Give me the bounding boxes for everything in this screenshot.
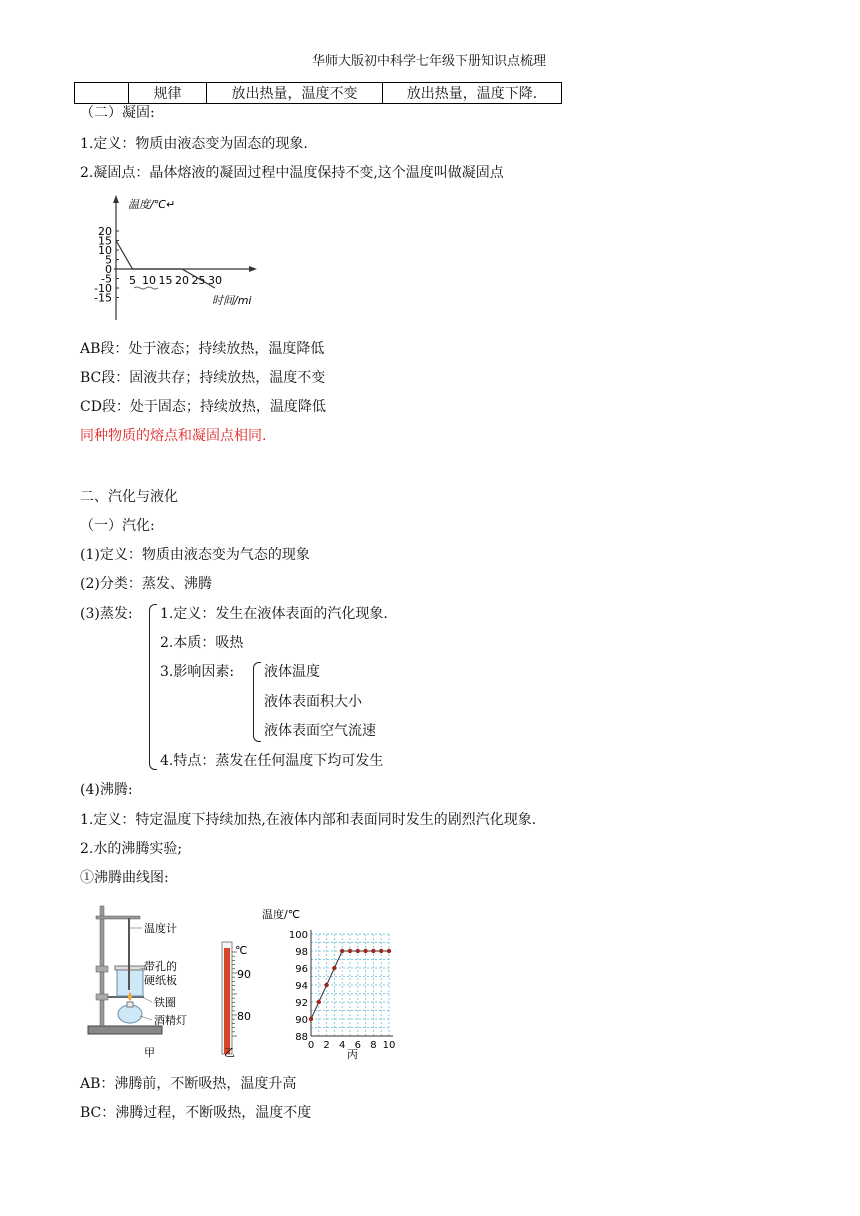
thermometer-tick: 80 — [237, 1010, 251, 1023]
boiling-ytick: 96 — [295, 964, 308, 975]
thermometer-drawing — [222, 942, 232, 1054]
graph1-xtick: 5 — [129, 274, 136, 287]
boiling-bc-text: BC：沸腾过程，不断吸热，温度不度 — [80, 1105, 312, 1121]
boiling-ytick: 88 — [295, 1032, 308, 1043]
boiling-ytick: 100 — [288, 930, 308, 941]
graph1-ytick: 15 — [98, 234, 112, 248]
boiling-point — [387, 949, 391, 953]
apparatus-label: 硬纸板 — [144, 974, 177, 987]
evaporation-nature: 2.本质：吸热 — [160, 635, 244, 651]
caption-jia: 甲 — [144, 1046, 155, 1059]
apparatus-label: 铁圈 — [154, 996, 176, 1009]
boiling-point — [371, 949, 375, 953]
boiling-point — [356, 949, 360, 953]
solidification-graph — [86, 192, 262, 326]
boiling-point — [340, 949, 344, 953]
factors-label: 3.影响因素: — [160, 664, 235, 680]
boiling-figure — [82, 898, 398, 1064]
summary-table — [74, 82, 562, 104]
boiling-ab-text: AB：沸腾前，不断吸热，温度升高 — [80, 1076, 297, 1092]
factor-item: 液体温度 — [264, 664, 320, 680]
table-cell: 放出热量，温度不变 — [207, 83, 383, 104]
table-cell: 放出热量，温度下降. — [383, 83, 562, 104]
graph1-ylabel: 温度/℃↵ — [128, 198, 176, 211]
caption-bing: 丙 — [347, 1048, 358, 1061]
caption-yi: 乙 — [224, 1046, 235, 1059]
boiling-experiment: 2.水的沸腾实验; — [80, 841, 183, 857]
boiling-ytick: 94 — [295, 981, 308, 992]
graph1-xlabel: 时间/mi — [212, 294, 252, 307]
graph1-ytick: 5 — [105, 253, 112, 267]
apparatus-label: 带孔的 — [144, 960, 177, 973]
vaporization-definition: (1)定义：物质由液态变为气态的现象 — [80, 547, 310, 563]
boiling-point — [324, 983, 328, 987]
melting-freezing-note: 同种物质的熔点和凝固点相同. — [80, 428, 267, 444]
table-cell: 规律 — [129, 83, 207, 104]
graph1-ytick: 10 — [98, 244, 112, 257]
evaporation-brace — [149, 604, 157, 770]
factor-item: 液体表面积大小 — [264, 694, 362, 710]
evaporation-feature: 4.特点：蒸发在任何温度下均可发生 — [160, 753, 384, 769]
thermometer-unit: ℃ — [235, 944, 248, 957]
graph1-xtick: 15 — [158, 274, 173, 287]
boiling-xtick: 6 — [354, 1040, 361, 1051]
evaporation-label: (3)蒸发: — [80, 606, 133, 622]
boiling-xtick: 8 — [370, 1040, 377, 1051]
graph1-ytick: -5 — [101, 272, 112, 286]
boiling-point — [379, 949, 383, 953]
boiling-ylabel: 温度/℃ — [262, 908, 301, 921]
boiling-xtick: 0 — [307, 1040, 315, 1051]
graph1-ytick: 20 — [98, 225, 112, 238]
boiling-xtick: 2 — [323, 1040, 330, 1051]
vaporization-subheading: （一）汽化: — [80, 518, 155, 534]
solidify-heading: （二）凝固: — [80, 105, 155, 121]
boiling-ytick: 92 — [295, 998, 308, 1009]
table-cell — [75, 83, 129, 104]
graph1-ytick: 0 — [105, 263, 112, 276]
boiling-point — [363, 949, 367, 953]
table-row — [75, 83, 562, 104]
bc-segment-text: BC段：固液共存；持续放热，温度不变 — [80, 370, 326, 386]
boiling-definition: 1.定义：特定温度下持续加热,在液体内部和表面同时发生的剧烈汽化现象. — [80, 812, 537, 828]
vaporization-types: (2)分类：蒸发、沸腾 — [80, 576, 212, 592]
graph1-xtick: 25 — [191, 274, 206, 287]
graph1-xtick: 20 — [175, 274, 189, 287]
boiling-point — [317, 1000, 321, 1004]
solidify-definition: 1.定义：物质由液态变为固态的现象. — [80, 136, 308, 152]
thermometer-tick: 90 — [237, 968, 251, 981]
graph1-ytick: -15 — [94, 291, 112, 305]
vaporization-heading: 二、汽化与液化 — [80, 489, 178, 505]
boiling-ytick: 90 — [295, 1015, 308, 1026]
graph1-xtick: 30 — [208, 274, 222, 287]
boiling-ytick: 98 — [295, 947, 308, 958]
boiling-curve-label: ①沸腾曲线图: — [80, 870, 169, 886]
boiling-xtick: 4 — [339, 1040, 346, 1051]
wavy-mark — [134, 287, 158, 289]
boiling-point — [332, 966, 336, 970]
boiling-point — [348, 949, 352, 953]
apparatus-label: 酒精灯 — [154, 1014, 187, 1027]
boiling-xtick: 10 — [382, 1040, 396, 1051]
boiling-point — [309, 1017, 313, 1021]
graph1-ytick: -10 — [94, 282, 112, 295]
boiling-label: (4)沸腾: — [80, 782, 133, 798]
graph1-xtick: 10 — [142, 274, 156, 287]
apparatus-label: 温度计 — [144, 922, 177, 935]
boiling-curve — [311, 951, 389, 1019]
cd-segment-text: CD段：处于固态；持续放热，温度降低 — [80, 399, 326, 415]
factors-brace — [253, 662, 261, 742]
page-header: 华师大版初中科学七年级下册知识点梳理 — [312, 54, 547, 69]
freezing-point-text: 2.凝固点：晶体熔液的凝固过程中温度保持不变,这个温度叫做凝固点 — [80, 165, 504, 181]
factor-item: 液体表面空气流速 — [264, 723, 376, 739]
ab-segment-text: AB段：处于液态；持续放热，温度降低 — [80, 341, 325, 357]
evaporation-definition: 1.定义：发生在液体表面的汽化现象. — [160, 606, 388, 622]
